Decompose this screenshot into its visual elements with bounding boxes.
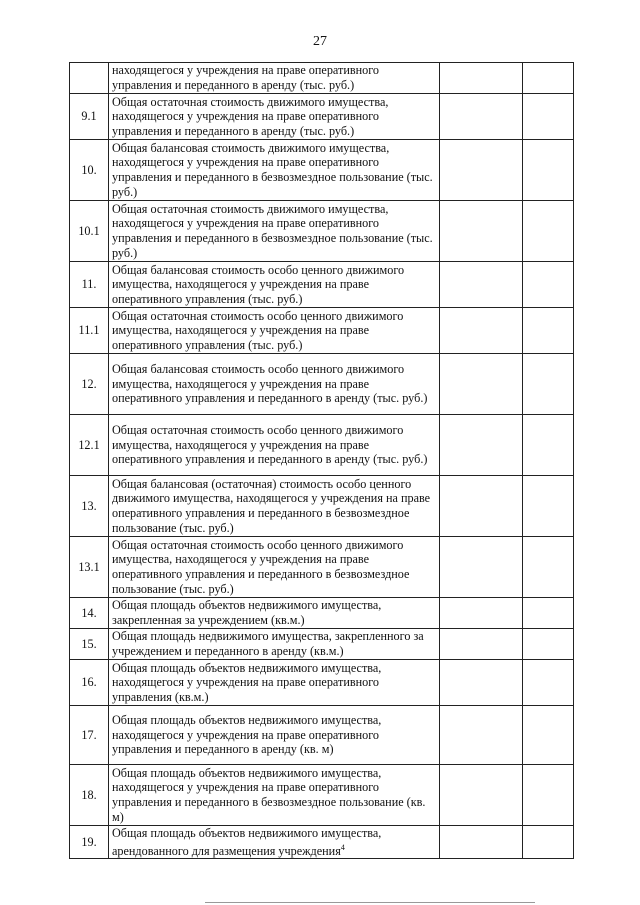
value-cell [440,826,523,859]
table-row [70,765,574,826]
value-cell [440,308,523,354]
page-number: 27 [313,34,327,49]
row-number: 16. [70,660,109,706]
value-cell [440,629,523,660]
row-description: Общая остаточная стоимость движимого имущества, находящегося у учреждения на праве оперативного управления и переданного в безвозмездное пользование (тыс. руб.) [109,201,440,262]
row-description: Общая балансовая стоимость особо ценного движимого имущества, находящегося у учреждения на праве оперативного управления и переданного в аренду (тыс. руб.) [109,354,440,415]
property-report-table [69,62,574,859]
table-row [70,140,574,201]
value-cell [440,262,523,308]
table-row [70,201,574,262]
row-description: Общая остаточная стоимость особо ценного движимого имущества, находящегося у учреждения на праве оперативного управления (тыс. руб.) [109,308,440,354]
row-number: 12. [70,354,109,415]
table-row [70,598,574,629]
value-cell [440,63,523,94]
row-description: Общая площадь объектов недвижимого имущества, находящегося у учреждения на праве оперативного управления и переданного в аренду (кв. м) [109,706,440,765]
row-description: Общая площадь объектов недвижимого имущества, находящегося у учреждения на праве оперативного управления (кв.м.) [109,660,440,706]
row-number: 18. [70,765,109,826]
value-cell [523,354,574,415]
bottom-edge-line [205,902,535,903]
value-cell [440,660,523,706]
table-row [70,354,574,415]
row-description: Общая балансовая стоимость особо ценного движимого имущества, находящегося у учреждения на праве оперативного управления (тыс. руб.) [109,262,440,308]
value-cell [523,63,574,94]
value-cell [523,140,574,201]
row-number: 14. [70,598,109,629]
table-row [70,826,574,859]
table-row [70,476,574,537]
value-cell [523,415,574,476]
row-description: находящегося у учреждения на праве оперативного управления и переданного в аренду (тыс. руб.) [109,63,440,94]
value-cell [523,308,574,354]
row-text: Общая площадь объектов недвижимого имущества, арендованного для размещения учреждения [112,826,382,858]
table-row [70,629,574,660]
row-description: Общая остаточная стоимость особо ценного движимого имущества, находящегося у учреждения на праве оперативного управления и переданного в аренду (тыс. руб.) [109,415,440,476]
row-description: Общая остаточная стоимость движимого имущества, находящегося у учреждения на праве оперативного управления и переданного в аренду (тыс. руб.) [109,94,440,140]
value-cell [523,94,574,140]
row-description: Общая площадь объектов недвижимого имущества, находящегося у учреждения на праве оперативного управления и переданного в безвозмездное пользование (кв. м) [109,765,440,826]
value-cell [523,201,574,262]
value-cell [523,826,574,859]
table-row [70,94,574,140]
row-number: 10.1 [70,201,109,262]
table-row [70,706,574,765]
row-number: 9.1 [70,94,109,140]
row-number: 11.1 [70,308,109,354]
row-description: Общая остаточная стоимость особо ценного движимого имущества, находящегося у учреждения на праве оперативного управления и переданного в безвозмездное пользование (тыс. руб.) [109,537,440,598]
row-number: 11. [70,262,109,308]
row-number: 17. [70,706,109,765]
value-cell [440,765,523,826]
value-cell [523,660,574,706]
value-cell [523,765,574,826]
row-description: Общая балансовая стоимость движимого имущества, находящегося у учреждения на праве оперативного управления и переданного в безвозмездное пользование (тыс. руб.) [109,140,440,201]
row-number: 12.1 [70,415,109,476]
row-number: 15. [70,629,109,660]
value-cell [523,706,574,765]
value-cell [440,537,523,598]
value-cell [523,537,574,598]
row-number [70,63,109,94]
row-number: 13. [70,476,109,537]
value-cell [440,415,523,476]
value-cell [523,598,574,629]
value-cell [440,706,523,765]
value-cell [440,476,523,537]
value-cell [440,354,523,415]
value-cell [440,140,523,201]
table-row [70,415,574,476]
row-number: 10. [70,140,109,201]
footnote-marker: 4 [340,842,345,852]
table-row [70,660,574,706]
value-cell [523,476,574,537]
value-cell [523,629,574,660]
table-row [70,262,574,308]
row-number: 13.1 [70,537,109,598]
row-description: Общая площадь объектов недвижимого имущества, закрепленная за учреждением (кв.м.) [109,598,440,629]
row-description [109,826,440,859]
row-number: 19. [70,826,109,859]
row-description: Общая балансовая (остаточная) стоимость особо ценного движимого имущества, находящегося у учреждения на праве оперативного управления и переданного в безвозмездное пользование (тыс. руб.) [109,476,440,537]
row-description: Общая площадь недвижимого имущества, закрепленного за учреждением и переданного в аренду (кв.м.) [109,629,440,660]
table-row [70,308,574,354]
table-row [70,63,574,94]
value-cell [440,598,523,629]
value-cell [440,94,523,140]
value-cell [440,201,523,262]
table-row [70,537,574,598]
value-cell [523,262,574,308]
